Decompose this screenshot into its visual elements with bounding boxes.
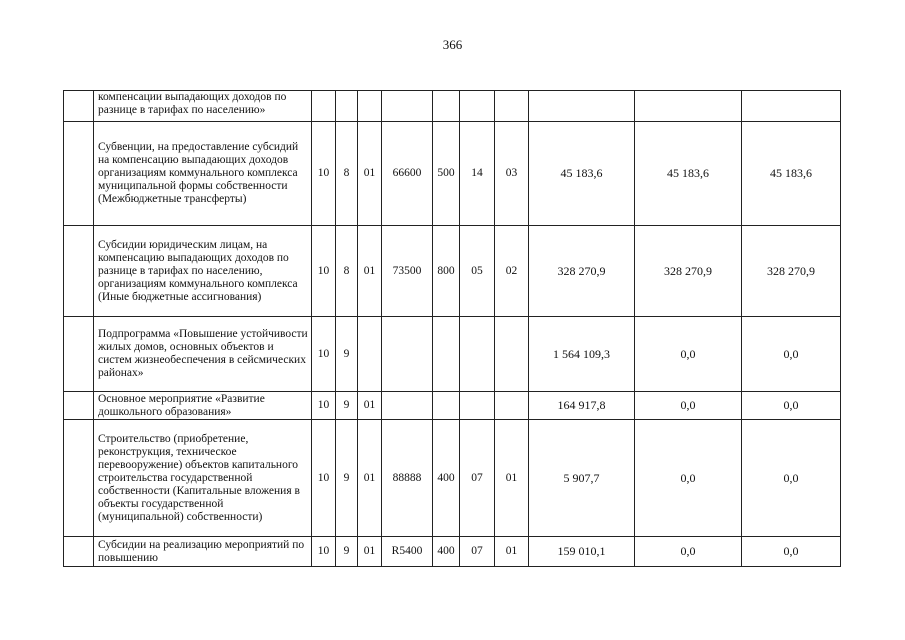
amount-cell: 0,0 <box>742 392 841 420</box>
table-row <box>64 392 841 420</box>
code-cell: 07 <box>460 420 495 537</box>
code-cell: 01 <box>358 226 382 317</box>
code-cell <box>382 91 433 122</box>
row-number-cell <box>64 420 94 537</box>
code-cell: 9 <box>336 537 358 567</box>
amount-cell <box>529 91 635 122</box>
code-cell: 05 <box>460 226 495 317</box>
code-cell: 01 <box>358 122 382 226</box>
code-cell <box>336 91 358 122</box>
code-cell: 8 <box>336 226 358 317</box>
row-number-cell <box>64 226 94 317</box>
amount-cell: 45 183,6 <box>635 122 742 226</box>
code-cell: 01 <box>495 537 529 567</box>
code-cell <box>358 91 382 122</box>
code-cell <box>433 317 460 392</box>
code-cell <box>495 392 529 420</box>
amount-cell: 0,0 <box>635 537 742 567</box>
amount-cell: 5 907,7 <box>529 420 635 537</box>
amount-cell: 45 183,6 <box>742 122 841 226</box>
row-number-cell <box>64 122 94 226</box>
code-cell: 02 <box>495 226 529 317</box>
code-cell: 8 <box>336 122 358 226</box>
amount-cell <box>635 91 742 122</box>
table-row <box>64 226 841 317</box>
table-row <box>64 420 841 537</box>
amount-cell: 328 270,9 <box>529 226 635 317</box>
code-cell <box>433 91 460 122</box>
code-cell: 01 <box>358 537 382 567</box>
table-row <box>64 122 841 226</box>
code-cell: 01 <box>358 392 382 420</box>
code-cell: 9 <box>336 420 358 537</box>
amount-cell: 328 270,9 <box>742 226 841 317</box>
code-cell <box>460 91 495 122</box>
code-cell: 07 <box>460 537 495 567</box>
code-cell <box>495 317 529 392</box>
code-cell: 10 <box>312 317 336 392</box>
amount-cell: 159 010,1 <box>529 537 635 567</box>
row-name-cell: Подпрограмма «Повышение устойчивости жилых домов, основных объектов и систем жизнеобеспечения в сейсмических районах» <box>94 317 312 392</box>
row-number-cell <box>64 91 94 122</box>
code-cell <box>382 317 433 392</box>
budget-table <box>63 90 841 567</box>
code-cell <box>495 91 529 122</box>
code-cell <box>312 91 336 122</box>
code-cell: R5400 <box>382 537 433 567</box>
amount-cell: 328 270,9 <box>635 226 742 317</box>
row-name-cell: Субсидии юридическим лицам, на компенсацию выпадающих доходов по разнице в тарифах по населению, организациям коммунального комплекса (Иные бюджетные ассигнования) <box>94 226 312 317</box>
row-name-cell: Субсидии на реализацию мероприятий по повышению <box>94 537 312 567</box>
code-cell: 10 <box>312 392 336 420</box>
amount-cell: 0,0 <box>742 317 841 392</box>
row-number-cell <box>64 537 94 567</box>
amount-cell: 0,0 <box>635 317 742 392</box>
code-cell: 14 <box>460 122 495 226</box>
row-name-cell: Субвенции, на предоставление субсидий на компенсацию выпадающих доходов организациям коммунального комплекса муниципальной формы собственности (Межбюджетные трансферты) <box>94 122 312 226</box>
page-number: 366 <box>442 37 463 52</box>
code-cell <box>460 317 495 392</box>
code-cell: 88888 <box>382 420 433 537</box>
code-cell: 500 <box>433 122 460 226</box>
code-cell: 400 <box>433 420 460 537</box>
row-name-cell: Основное мероприятие «Развитие дошкольного образования» <box>94 392 312 420</box>
row-number-cell <box>64 392 94 420</box>
code-cell: 73500 <box>382 226 433 317</box>
table-row <box>64 91 841 122</box>
row-name-cell: Строительство (приобретение, реконструкция, техническое перевооружение) объектов капитального строительства государственной собственности (Капитальные вложения в объекты государственной (муниципальной) собственности) <box>94 420 312 537</box>
code-cell: 01 <box>495 420 529 537</box>
code-cell: 10 <box>312 226 336 317</box>
amount-cell: 0,0 <box>742 420 841 537</box>
code-cell: 9 <box>336 317 358 392</box>
row-name-cell: компенсации выпадающих доходов по разнице в тарифах по населению» <box>94 91 312 122</box>
table-row <box>64 317 841 392</box>
amount-cell: 164 917,8 <box>529 392 635 420</box>
amount-cell <box>742 91 841 122</box>
code-cell: 9 <box>336 392 358 420</box>
code-cell: 10 <box>312 122 336 226</box>
code-cell <box>433 392 460 420</box>
code-cell: 66600 <box>382 122 433 226</box>
amount-cell: 0,0 <box>635 420 742 537</box>
code-cell: 800 <box>433 226 460 317</box>
amount-cell: 0,0 <box>635 392 742 420</box>
code-cell: 01 <box>358 420 382 537</box>
code-cell <box>358 317 382 392</box>
code-cell: 10 <box>312 420 336 537</box>
amount-cell: 1 564 109,3 <box>529 317 635 392</box>
amount-cell: 0,0 <box>742 537 841 567</box>
code-cell: 400 <box>433 537 460 567</box>
code-cell: 03 <box>495 122 529 226</box>
row-number-cell <box>64 317 94 392</box>
table-row <box>64 537 841 567</box>
code-cell: 10 <box>312 537 336 567</box>
amount-cell: 45 183,6 <box>529 122 635 226</box>
code-cell <box>382 392 433 420</box>
code-cell <box>460 392 495 420</box>
